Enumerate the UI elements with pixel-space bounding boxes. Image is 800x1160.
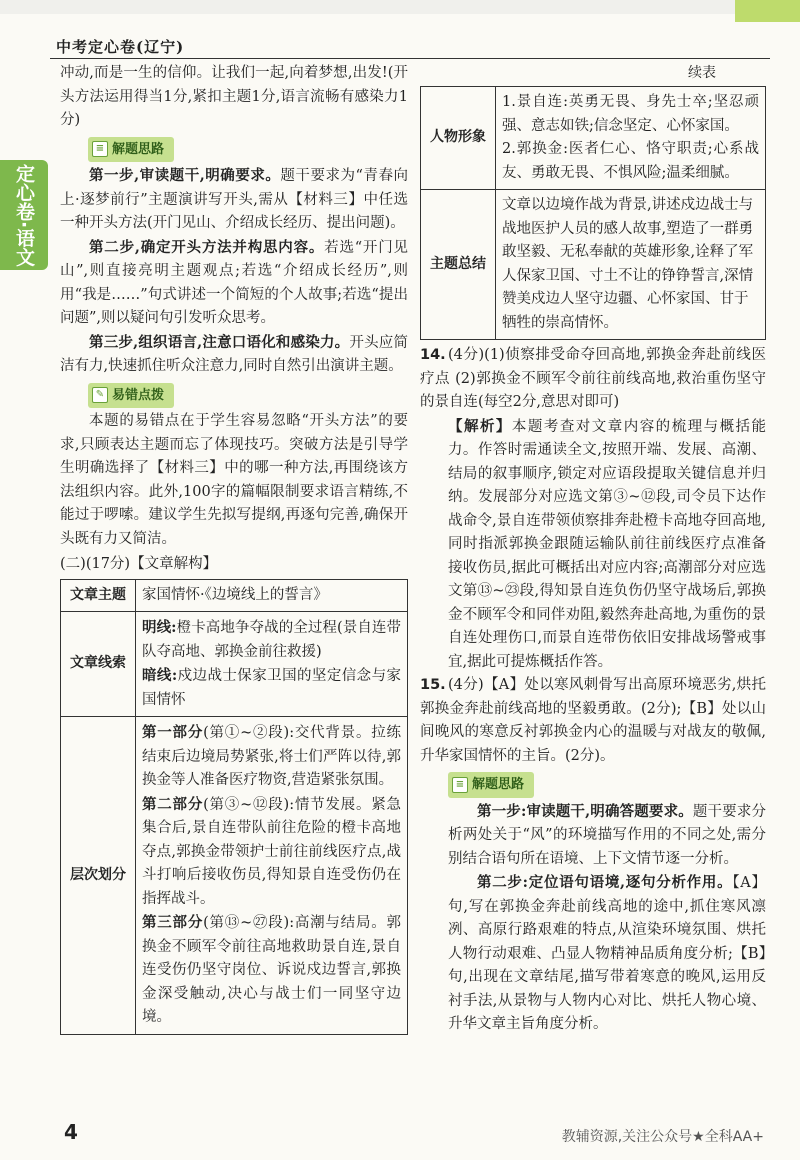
table-row bbox=[61, 579, 408, 612]
layer-header: 层次划分 bbox=[61, 717, 136, 1035]
step-2: 第二步:定位语句语境,逐句分析作用。【A】句,写在郭换金奔赴前线高地的途中,抓住寒风凛冽、高原行路艰难的特点,从渲染环境氛围、烘托人物行动艰难、凸显人物精神品质角度分析;【B】句,出现在文章结尾,描写带着寒意的晚风,运用反衬手法,从景物与人物内心对比、烘托人物心境、升华文章主旨角度分析。 bbox=[448, 874, 766, 1032]
structure-table bbox=[60, 579, 408, 1035]
series-title: 中考定心卷(辽宁) bbox=[56, 38, 185, 56]
layer-cell: 第一部分(第①~②段):交代背景。拉练结束后边境局势紧张,将士们严阵以待,郭换金等人准备医疗物资,营造紧张氛围。 第二部分(第③~⑫段):情节发展。紧急集合后,景自连带队前往危险的橙卡高地夺点,郭换金带领护士前往前线医疗点,战斗打响后接收伤员,得知景自连受伤仍在指挥战斗。 第三部分(第⑬~㉗段):高潮与结局。郭换金不顾军令前往高地救助景自连,景自连受伤仍坚守岗位、诉说戍边誓言,郭换金深受触动,决心与战士们一同坚守边境。 bbox=[136, 717, 408, 1035]
left-column bbox=[60, 62, 408, 1035]
table-row bbox=[61, 717, 408, 1035]
header-rule bbox=[50, 58, 770, 59]
question-14: 14. (4分)(1)侦察排受命夺回高地,郭换金奔赴前线医疗点 (2)郭换金不顾军令前往前线高地,救治重伤坚守的景自连(每空2分,意思对即可) bbox=[420, 347, 766, 410]
right-column bbox=[420, 62, 766, 1037]
structure-table-continued bbox=[420, 86, 766, 340]
answer-continued: 冲动,而是一生的信仰。让我们一起,向着梦想,出发!(开头方法运用得当1分,紧扣主题1分,语言流畅有感染力1分) bbox=[60, 65, 408, 128]
top-margin bbox=[0, 0, 800, 14]
theme-cell: 家国情怀·《边境线上的誓言》 bbox=[136, 579, 408, 612]
table-row bbox=[421, 190, 766, 340]
section-heading: (二)(17分)【文章解构】 bbox=[60, 556, 218, 572]
solution-tag: ≡ 解题思路 bbox=[448, 772, 534, 798]
theme-header: 文章主题 bbox=[61, 579, 136, 612]
page-number: 4 bbox=[64, 1120, 78, 1144]
wrench-icon: ✎ bbox=[92, 387, 108, 403]
footer-source: 教辅资源,关注公众号★全科AA+ bbox=[561, 1129, 764, 1145]
analysis-14: 【解析】本题考查对文章内容的梳理与概括能力。作答时需通读全文,按照开端、发展、高潮、结局的叙事顺序,锁定对应语段提取关键信息并归纳。发展部分对应选文第③~⑫段,司令员下达作战命令,景自连带领侦察排奔赴橙卡高地夺回高地,同时指派郭换金跟随运输队前往前线医疗点准备接收伤员,据此可概括出对应内容;高潮部分对应选文第⑬~㉓段,得知景自连负伤仍坚守战场后,郭换金不顾军令和同伴劝阻,毅然奔赴高地,为重伤的景自连处理伤口,而景自连带伤依旧安排战场警戒事宜,据此可提炼概括作答。 bbox=[448, 417, 767, 670]
question-15: 15. (4分)【A】处以寒风刺骨写出高原环境恶劣,烘托郭换金奔赴前线高地的坚毅勇敢。(2分);【B】处以山间晚风的寒意反衬郭换金内心的温暖与对战友的敬佩,升华家国情怀的主旨。(2分)。 bbox=[420, 677, 766, 764]
solution-tag: ≡ 解题思路 bbox=[88, 137, 174, 163]
summary-cell: 文章以边境作战为背景,讲述戍边战士与战地医护人员的感人故事,塑造了一群勇敢坚毅、无私奉献的英雄形象,诠释了军人保家卫国、寸土不让的铮铮誓言,深情赞美戍边人坚守边疆、心怀家国、甘于牺牲的崇高情怀。 bbox=[496, 190, 766, 340]
header-color-block bbox=[735, 0, 800, 22]
table-row bbox=[61, 612, 408, 717]
step-1: 第一步,审读题干,明确要求。题干要求为“青春向上·逐梦前行”主题演讲写开头,需从【材料三】中任选一种开头方法(开门见山、介绍成长经历、提出问题)。 bbox=[60, 167, 408, 231]
step-2: 第二步,确定开头方法并构思内容。若选“开门见山”,则直接亮明主题观点;若选“介绍成长经历”,则用“我是……”句式讲述一个简短的个人故事;若选“提出问题”,则以疑问句引发听众思考。 bbox=[60, 238, 409, 326]
summary-header: 主题总结 bbox=[421, 190, 496, 340]
document-icon: ≡ bbox=[92, 141, 108, 157]
clue-header: 文章线索 bbox=[61, 612, 136, 717]
clue-cell: 明线:橙卡高地争夺战的全过程(景自连带队夺高地、郭换金前往救援) 暗线:戍边战士保家卫国的坚定信念与家国情怀 bbox=[136, 612, 408, 717]
error-tag: ✎ 易错点拨 bbox=[88, 383, 174, 409]
character-cell: 1.景自连:英勇无畏、身先士卒;坚忍顽强、意志如铁;信念坚定、心怀家国。 2.郭换金:医者仁心、恪守职责;心系战友、勇敢无畏、不惧风险;温柔细腻。 bbox=[496, 87, 766, 190]
side-tab: 定心卷·语文 bbox=[0, 160, 48, 270]
step-1: 第一步:审读题干,明确答题要求。题干要求分析两处关于“风”的环境描写作用的不同之处,需分别结合语句所在语境、上下文情节逐一分析。 bbox=[448, 802, 766, 867]
document-icon: ≡ bbox=[452, 777, 468, 793]
step-3: 第三步,组织语言,注意口语化和感染力。开头应简洁有力,快速抓住听众注意力,同时自然引出演讲主题。 bbox=[60, 333, 408, 374]
continued-label: 续表 bbox=[688, 65, 716, 81]
error-tip: 本题的易错点在于学生容易忽略“开头方法”的要求,只顾表达主题而忘了体现技巧。突破方法是引导学生明确选择了【材料三】中的哪一种方法,再围绕该方法组织内容。此外,100字的篇幅限制要求语言精练,不能过于啰嗦。建议学生先拟写提纲,再逐句完善,确保开头既有力又简洁。 bbox=[60, 413, 408, 547]
character-header: 人物形象 bbox=[421, 87, 496, 190]
table-row bbox=[421, 87, 766, 190]
